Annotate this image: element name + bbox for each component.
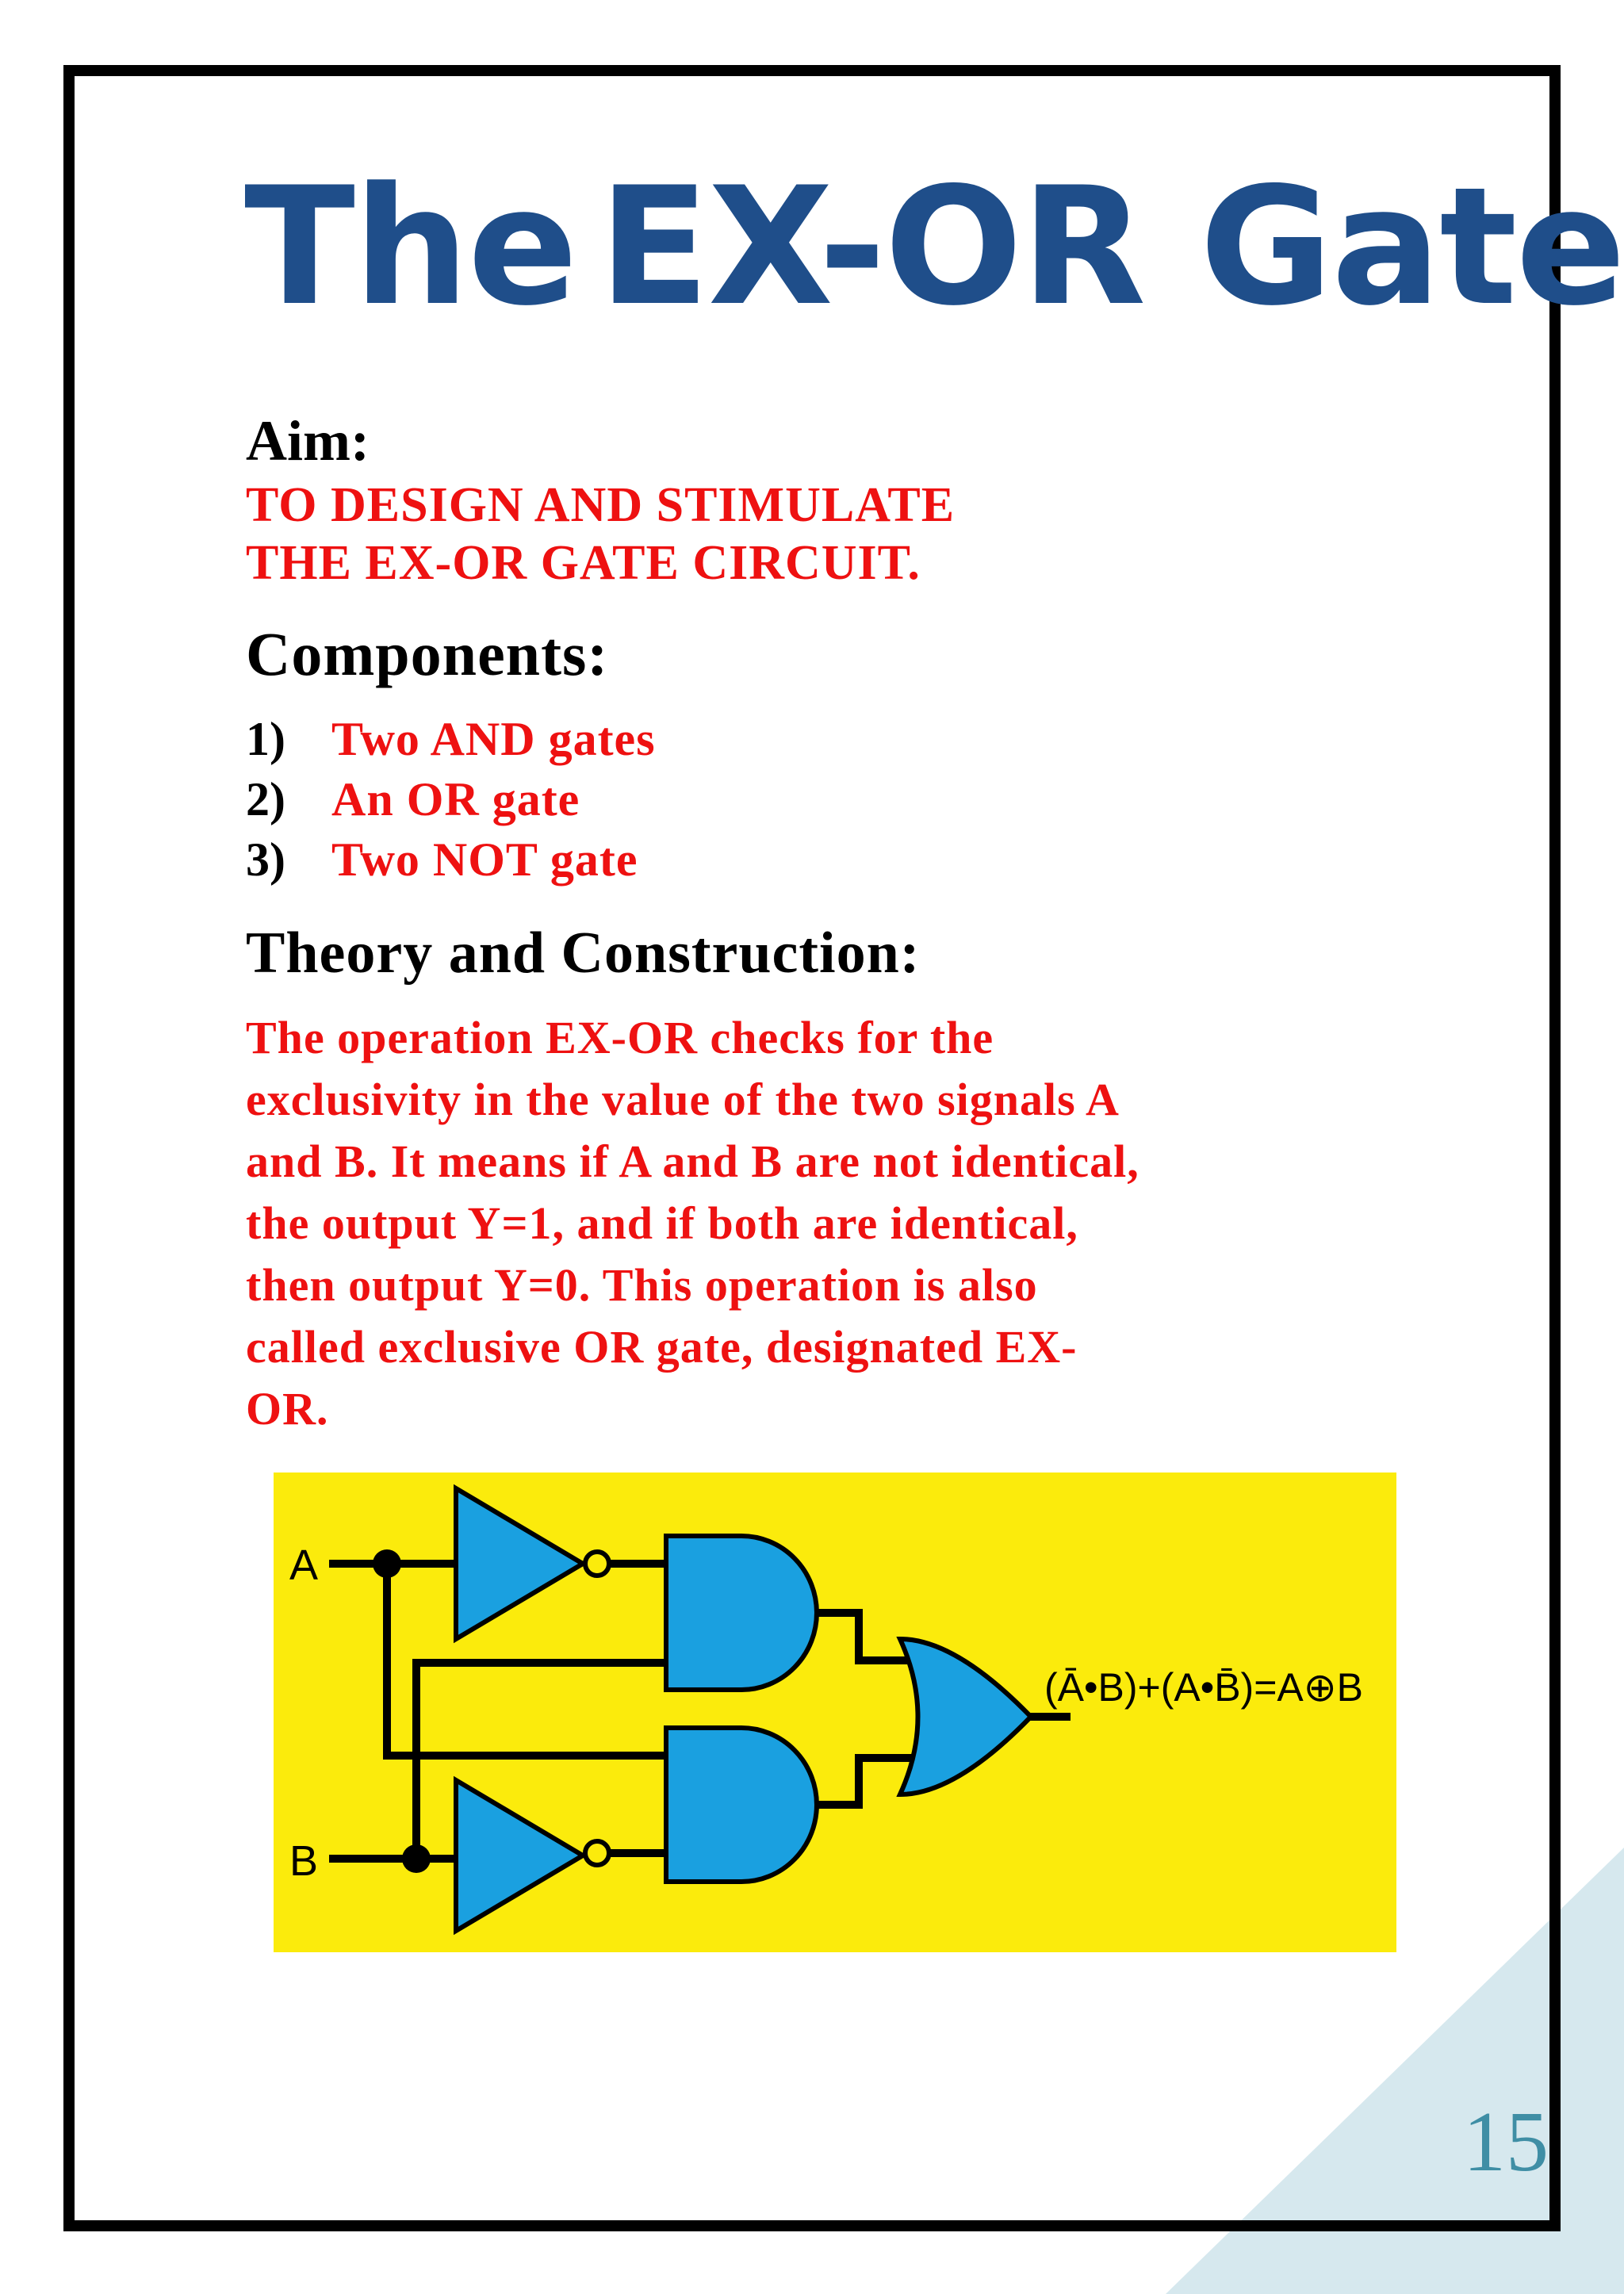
page-number: 15 <box>1463 2095 1549 2189</box>
theory-heading: Theory and Construction: <box>246 921 921 986</box>
not-gate-1-bubble <box>585 1552 609 1576</box>
list-item-text: An OR gate <box>331 773 580 825</box>
input-b-label: B <box>289 1837 319 1885</box>
aim-line: TO DESIGN AND STIMULATE <box>246 478 956 532</box>
theory-line: called exclusive OR gate, designated EX- <box>246 1321 1078 1373</box>
junction-a <box>373 1549 401 1578</box>
exor-circuit-diagram <box>274 1473 1396 1952</box>
list-item-number: 3) <box>246 833 285 886</box>
theory-line: and B. It means if A and B are not identical, <box>246 1136 1139 1187</box>
aim-line: THE EX-OR GATE CIRCUIT. <box>246 536 921 590</box>
theory-line: OR. <box>246 1383 329 1434</box>
and-gate-1 <box>666 1536 817 1690</box>
and-gate-2 <box>666 1728 817 1882</box>
title-word-gate: EX-OR Gate <box>598 153 1624 342</box>
input-a-label: A <box>289 1541 319 1589</box>
output-expression: (Ā•B)+(A•B̄)=A⊕B <box>1044 1665 1364 1710</box>
components-list <box>246 712 656 893</box>
theory-paragraph <box>246 1011 1139 1444</box>
list-item <box>246 833 656 893</box>
list-item-text: Two AND gates <box>331 713 656 765</box>
diagram-background <box>274 1473 1396 1952</box>
not-gate-2-bubble <box>585 1841 609 1865</box>
list-item-number: 1) <box>246 713 285 765</box>
components-heading: Components: <box>246 619 609 688</box>
list-item-text: Two NOT gate <box>331 833 638 886</box>
list-item <box>246 772 656 833</box>
page-title <box>244 153 1624 342</box>
junction-b <box>402 1844 431 1873</box>
title-word-the: The <box>244 153 576 342</box>
theory-line: exclusivity in the value of the two signals A <box>246 1074 1120 1125</box>
theory-line: then output Y=0. This operation is also <box>246 1259 1038 1311</box>
list-item <box>246 712 656 772</box>
list-item-number: 2) <box>246 773 285 825</box>
theory-line: The operation EX-OR checks for the <box>246 1012 994 1063</box>
aim-heading: Aim: <box>246 409 370 473</box>
theory-line: the output Y=1, and if both are identical, <box>246 1197 1078 1249</box>
